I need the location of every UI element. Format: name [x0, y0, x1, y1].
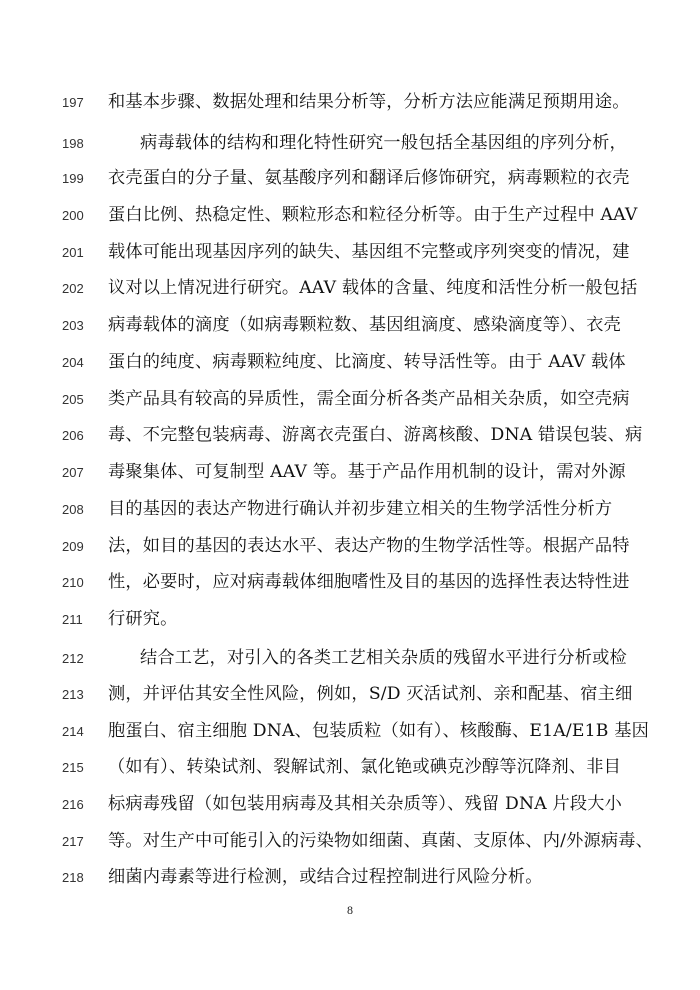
- text-line-208: [0, 494, 700, 524]
- line-number: 210: [62, 575, 84, 590]
- text-line-206: [0, 420, 700, 450]
- line-text: 毒聚集体、可复制型 AAV 等。基于产品作用机制的设计，需对外源: [108, 462, 626, 482]
- line-text: 病毒载体的滴度（如病毒颗粒数、基因组滴度、感染滴度等）、衣壳: [108, 315, 622, 335]
- line-text: 衣壳蛋白的分子量、氨基酸序列和翻译后修饰研究，病毒颗粒的衣壳: [108, 168, 630, 188]
- text-line-218: [0, 862, 700, 892]
- text-line-204: [0, 347, 700, 377]
- line-number: 214: [62, 724, 84, 739]
- line-number: 208: [62, 502, 84, 517]
- line-text: 蛋白的纯度、病毒颗粒纯度、比滴度、转导活性等。由于 AAV 载体: [108, 352, 626, 372]
- text-line-209: [0, 531, 700, 561]
- line-number: 204: [62, 355, 84, 370]
- line-number: 199: [62, 171, 84, 186]
- line-number: 198: [62, 136, 84, 151]
- line-number: 212: [62, 651, 84, 666]
- line-number: 215: [62, 760, 84, 775]
- line-text: 载体可能出现基因序列的缺失、基因组不完整或序列突变的情况，建: [108, 242, 630, 262]
- line-text: 目的基因的表达产物进行确认并初步建立相关的生物学活性分析方: [108, 499, 613, 519]
- line-number: 216: [62, 797, 84, 812]
- line-text: 测，并评估其安全性风险，例如，S/D 灭活试剂、亲和配基、宿主细: [108, 684, 633, 704]
- text-line-203: [0, 310, 700, 340]
- line-number: 200: [62, 208, 84, 223]
- line-text: 和基本步骤、数据处理和结果分析等，分析方法应能满足预期用途。: [108, 92, 630, 112]
- text-line-216: [0, 789, 700, 819]
- line-text: 蛋白比例、热稳定性、颗粒形态和粒径分析等。由于生产过程中 AAV: [108, 205, 638, 225]
- line-text: 标病毒残留（如包装用病毒及其相关杂质等）、残留 DNA 片段大小: [108, 794, 623, 814]
- text-line-197: [0, 87, 700, 117]
- text-line-205: [0, 384, 700, 414]
- text-line-207: [0, 457, 700, 487]
- line-number: 197: [62, 95, 84, 110]
- text-line-211: [0, 604, 700, 634]
- text-line-201: [0, 237, 700, 267]
- text-line-200: [0, 200, 700, 230]
- line-text: 病毒载体的结构和理化特性研究一般包括全基因组的序列分析，: [140, 133, 627, 153]
- line-number: 207: [62, 465, 84, 480]
- text-line-217: [0, 826, 700, 856]
- line-number: 202: [62, 281, 84, 296]
- text-line-199: [0, 163, 700, 193]
- text-line-210: [0, 567, 700, 597]
- line-number: 206: [62, 428, 84, 443]
- line-text: 等。对生产中可能引入的污染物如细菌、真菌、支原体、内/外源病毒、: [108, 831, 654, 851]
- line-number: 203: [62, 318, 84, 333]
- line-text: 胞蛋白、宿主细胞 DNA、包装质粒（如有）、核酸酶、E1A/E1B 基因: [108, 721, 650, 741]
- line-text: 类产品具有较高的异质性，需全面分析各类产品相关杂质，如空壳病: [108, 389, 630, 409]
- text-line-198: [0, 128, 700, 158]
- line-number: 217: [62, 834, 84, 849]
- line-text: 议对以上情况进行研究。AAV 载体的含量、纯度和活性分析一般包括: [108, 278, 638, 298]
- line-number: 209: [62, 539, 84, 554]
- line-text: 毒、不完整包装病毒、游离衣壳蛋白、游离核酸、DNA 错误包装、病: [108, 425, 643, 445]
- line-number: 213: [62, 687, 84, 702]
- line-text: 行研究。: [108, 609, 178, 629]
- line-text: 细菌内毒素等进行检测，或结合过程控制进行风险分析。: [108, 867, 543, 887]
- page-number: 8: [347, 903, 353, 917]
- line-text: （如有）、转染试剂、裂解试剂、氯化铯或碘克沙醇等沉降剂、非目: [108, 757, 622, 777]
- line-number: 211: [62, 612, 83, 627]
- text-line-213: [0, 679, 700, 709]
- text-line-212: [0, 643, 700, 673]
- text-line-215: [0, 752, 700, 782]
- line-text: 结合工艺，对引入的各类工艺相关杂质的残留水平进行分析或检: [140, 648, 627, 668]
- text-line-202: [0, 273, 700, 303]
- line-number: 218: [62, 870, 84, 885]
- line-number: 201: [62, 245, 84, 260]
- line-number: 205: [62, 392, 84, 407]
- line-text: 性，必要时，应对病毒载体细胞嗜性及目的基因的选择性表达特性进: [108, 572, 630, 592]
- text-line-214: [0, 716, 700, 746]
- line-text: 法，如目的基因的表达水平、表达产物的生物学活性等。根据产品特: [108, 536, 630, 556]
